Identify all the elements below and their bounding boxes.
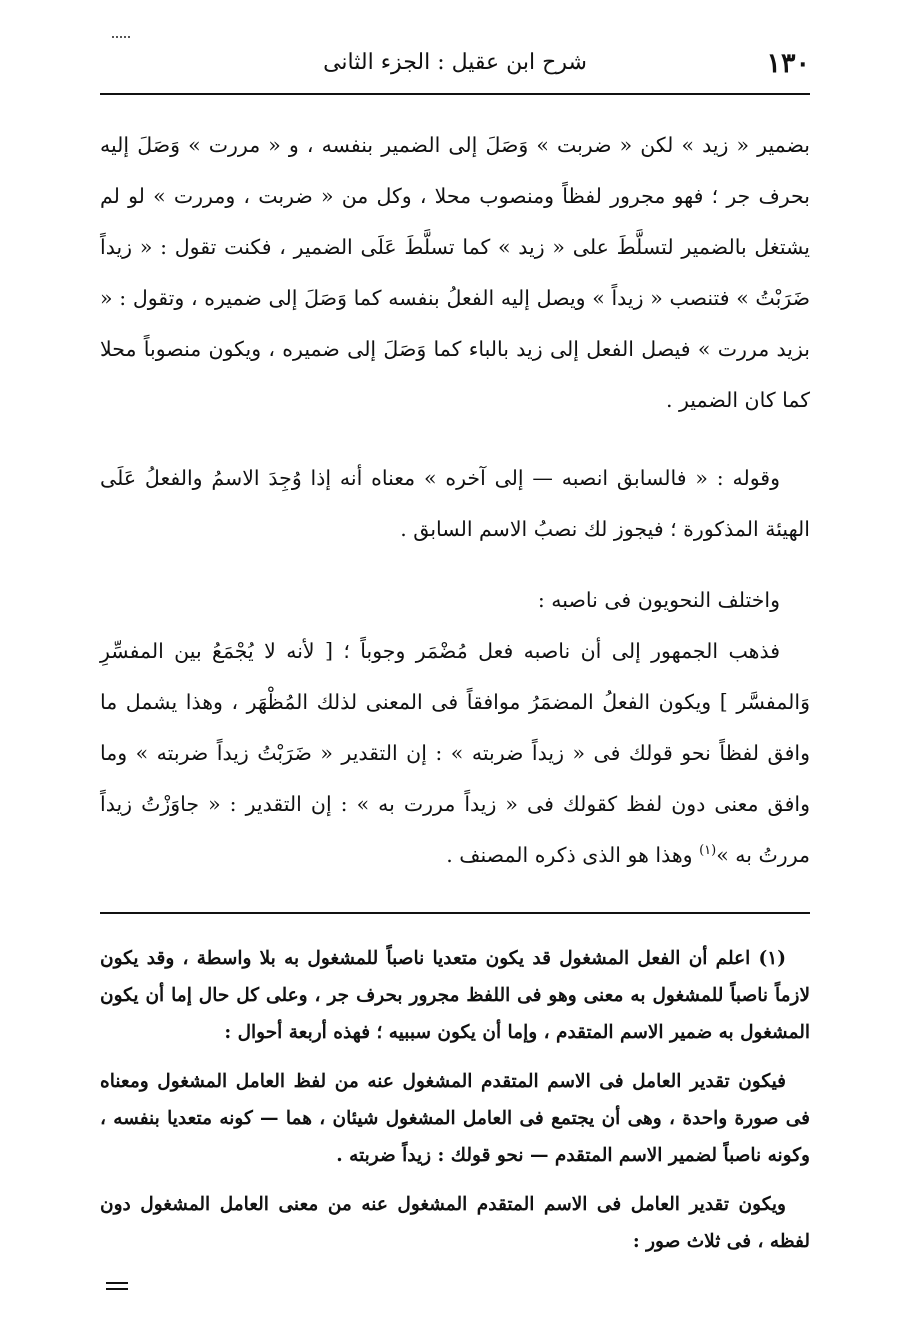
main-text xyxy=(100,120,810,881)
footnote-paragraph: (١) اعلم أن الفعل المشغول قد يكون متعديا ناصباً للمشغول به بلا واسطة ، وقد يكون لازماً ناصباً للمشغول به معنى وهو فى اللفظ مجرور بحرف جر ، وعلى كل حال إما أن يكون المشغول به ضمير الاسم المتقدم ، وإما أن يكون سببيه ؛ فهذه أربعة أحوال : xyxy=(100,948,810,1043)
footnote-paragraph: فيكون تقدير العامل فى الاسم المتقدم المشغول عنه من لفظ العامل المشغول ومعناه فى صورة واحدة ، وهى أن يجتمع فى العامل المشغول شيئان ، هما — كونه متعديا بنفسه ، وكونه ناصباً لضمير الاسم المتقدم — نحو قولك : زيداً ضربته . xyxy=(100,1071,810,1166)
footnotes xyxy=(100,940,810,1260)
paragraph-tail: وهذا هو الذى ذكره المصنف . xyxy=(446,843,700,867)
paragraph xyxy=(100,626,810,881)
paragraph: واختلف النحويون فى ناصبه : xyxy=(537,588,780,612)
continuation-mark xyxy=(106,1282,128,1290)
paragraph-text: فذهب الجمهور إلى أن ناصبه فعل مُضْمَر وجوباً ؛ [ لأنه لا يُجْمَعُ بين المفسِّرِ وَالمفسَّر ] ويكون الفعلُ المضمَرُ موافقاً فى المعنى لذلك المُظْهَر ، وهذا يشمل ما وافق لفظاً نحو قولك فى « زيداً ضربته » : إن التقدير « ضَرَبْتُ زيداً ضربته » وما وافق معنى دون لفظ كقولك فى « زيداً مررت به » : إن التقدير : « جاوَزْتُ زيداً مررتُ به » xyxy=(100,639,810,867)
header-rule xyxy=(100,93,810,95)
page-number: ١٣٠ xyxy=(766,48,810,79)
running-title: شرح ابن عقيل : الجزء الثانى xyxy=(323,50,587,75)
footnote-rule xyxy=(100,912,810,914)
paragraph: وقوله : « فالسابق انصبه — إلى آخره » معناه أنه إذا وُجِدَ الاسمُ والفعلُ عَلَى الهيئة المذكورة ؛ فيجوز لك نصبُ الاسم السابق . xyxy=(100,466,810,541)
footnote-paragraph: ويكون تقدير العامل فى الاسم المتقدم المشغول عنه من معنى العامل المشغول دون لفظه ، فى ثلاث صور : xyxy=(100,1194,810,1252)
scan-speck xyxy=(112,36,130,40)
running-header xyxy=(100,42,810,90)
footnote-ref[interactable]: (١) xyxy=(699,843,717,859)
paragraph: بضمير « زيد » لكن « ضربت » وَصَلَ إلى الضمير بنفسه ، و « مررت » وَصَلَ إليه بحرف جر ؛ فهو مجرور لفظاً ومنصوب محلا ، وكل من « ضربت ، ومررت » لو لم يشتغل بالضمير لتسلَّطَ على « زيد » كما تسلَّطَ عَلَى الضمير ، فكنت تقول : « زيداً ضَرَبْتُ » فتنصب « زيداً » ويصل إليه الفعلُ بنفسه كما وَصَلَ إلى ضميره ، وتقول : « بزيد مررت » فيصل الفعل إلى زيد بالباء كما وَصَلَ إلى ضميره ، ويكون منصوباً محلا كما كان الضمير . xyxy=(100,133,810,412)
